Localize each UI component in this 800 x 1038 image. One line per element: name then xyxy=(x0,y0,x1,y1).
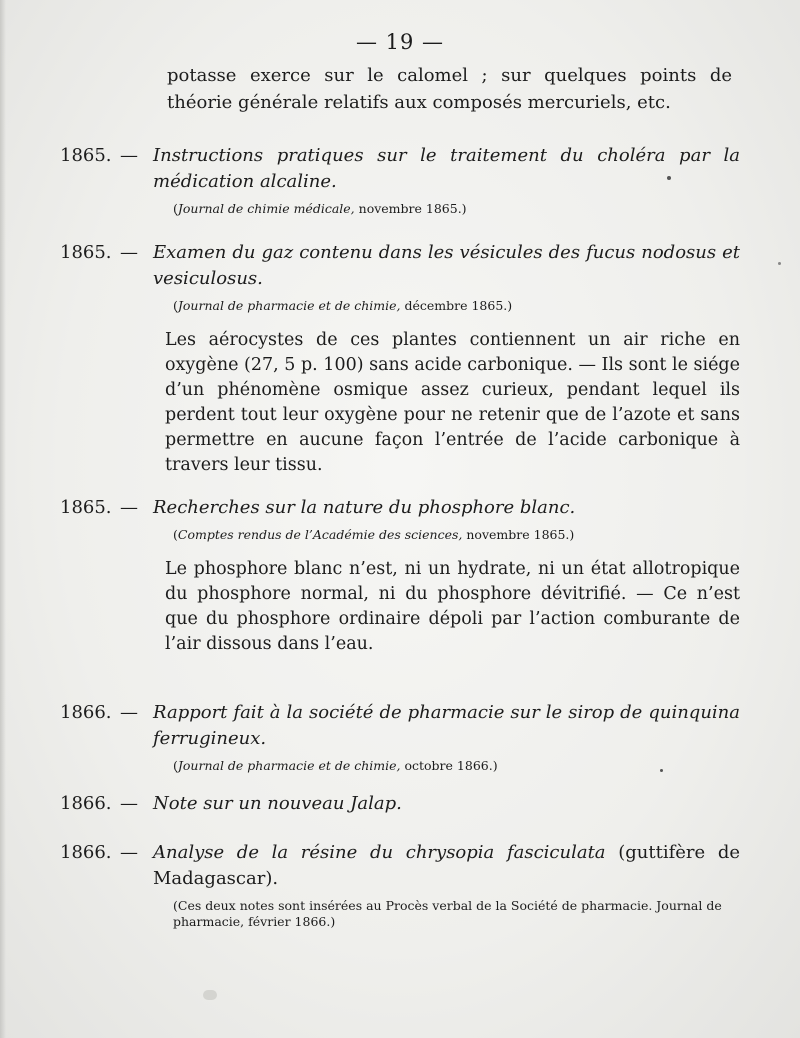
entry-abstract: Les aérocystes de ces plantes contiennent un air riche en oxygène (27, 5 p. 100) sans acide carbonique. — Ils sont le siége d’un phénomène osmique assez curieux, pendant lequel ils perdent tout leur oxygène pour ne retenir que de l’azote et sans permettre en aucune façon l’entrée de l’acide carbonique à travers leur tissu. xyxy=(165,330,740,475)
entry-year: 1866. xyxy=(60,702,112,723)
entry-source xyxy=(173,298,740,314)
entry-title-text: Examen du gaz contenu dans les vésicules des fucus nodosus et vesiculosus. xyxy=(153,242,740,289)
source-paren: ( xyxy=(173,298,178,313)
entry-year: 1865. xyxy=(60,242,112,263)
entry-year: 1866. xyxy=(60,793,112,814)
ink-speck xyxy=(778,262,781,265)
bibliography-entry xyxy=(60,840,740,930)
bibliography-entry xyxy=(60,791,740,817)
entry-source xyxy=(173,758,740,774)
entry-dash: — xyxy=(120,842,138,863)
paper-smudge xyxy=(203,990,217,1000)
source-journal: Journal de chimie médicale, xyxy=(177,201,355,216)
source-date: octobre 1866.) xyxy=(404,758,498,773)
entry-heading xyxy=(60,791,740,817)
entry-dash: — xyxy=(120,242,138,263)
entry-year: 1866. xyxy=(60,842,112,863)
entry-title xyxy=(153,840,740,892)
source-date: décembre 1865.) xyxy=(404,298,513,313)
entry-title xyxy=(153,700,740,752)
entry-title xyxy=(153,143,740,195)
source-journal: Journal de pharmacie et de chimie, xyxy=(177,298,401,313)
ink-speck xyxy=(667,176,671,180)
entry-title-text: Analyse de la résine du chrysopia fasciculata xyxy=(153,842,606,863)
entry-year: 1865. xyxy=(60,497,112,518)
bibliography-entry xyxy=(60,143,740,217)
entry-heading xyxy=(60,840,740,892)
entry-title xyxy=(153,495,740,521)
entry-source xyxy=(173,201,740,217)
bibliography-entry xyxy=(60,240,740,478)
entry-dash: — xyxy=(120,497,138,518)
entry-dash: — xyxy=(120,145,138,166)
entry-title-text: Note sur un nouveau Jalap. xyxy=(153,793,402,814)
entry-heading xyxy=(60,495,740,521)
entry-source xyxy=(173,527,740,543)
entry-title xyxy=(153,240,740,292)
bibliography-entry xyxy=(60,700,740,774)
entry-year: 1865. xyxy=(60,145,112,166)
page-number: — 19 — xyxy=(355,30,445,54)
source-journal: Journal de pharmacie et de chimie, xyxy=(177,758,401,773)
entry-heading xyxy=(60,143,740,195)
entry-title-text: Instructions pratiques sur le traitement du choléra par la médication alcaline. xyxy=(153,145,740,192)
entry-title-text: Recherches sur la nature du phosphore blanc. xyxy=(153,497,576,518)
source-date: novembre 1865.) xyxy=(358,201,467,216)
continuation-paragraph: potasse exerce sur le calomel ; sur quelques points de théorie générale relatifs aux composés mercuriels, etc. xyxy=(167,65,732,113)
entry-dash: — xyxy=(120,793,138,814)
source-paren: ( xyxy=(173,527,178,542)
source-journal: Comptes rendus de l’Académie des sciences, xyxy=(177,527,463,542)
entry-title-suffix: (guttifère de Madagascar). xyxy=(153,842,740,889)
entry-heading xyxy=(60,700,740,752)
entry-title-text: Rapport fait à la société de pharmacie sur le sirop de quinquina ferrugineux. xyxy=(153,702,740,749)
source-paren: ( xyxy=(173,201,178,216)
entry-title xyxy=(153,791,740,817)
bibliography-entry xyxy=(60,495,740,657)
entry-heading xyxy=(60,240,740,292)
source-date: novembre 1865.) xyxy=(466,527,575,542)
entry-dash: — xyxy=(120,702,138,723)
page-edge-shadow xyxy=(0,0,6,1038)
ink-speck xyxy=(660,769,663,772)
entry-abstract: Le phosphore blanc n’est, ni un hydrate, ni un état allotropique du phosphore normal, ni du phosphore dévitrifié. — Ce n’est que du phosphore ordinaire dépoli par l’action comburante de l’air dissous dans l’eau. xyxy=(165,559,740,654)
entry-source-note: (Ces deux notes sont insérées au Procès verbal de la Société de pharmacie. Journal de pharmacie, février 1866.) xyxy=(173,898,722,929)
source-paren: ( xyxy=(173,758,178,773)
